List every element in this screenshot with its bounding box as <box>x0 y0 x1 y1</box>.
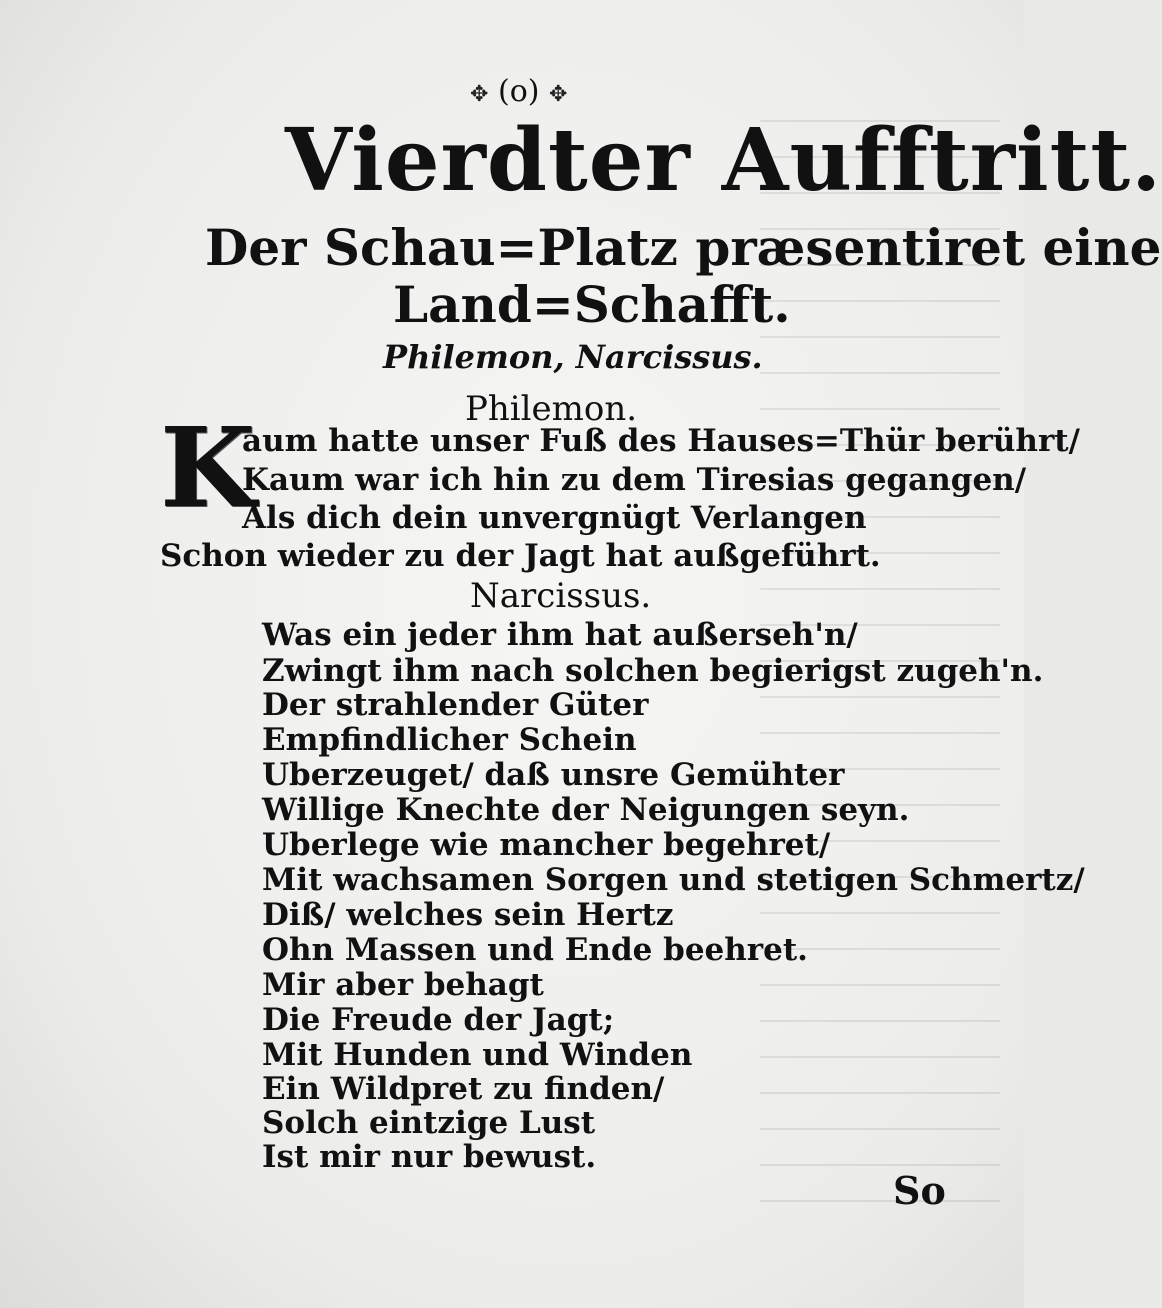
act-title: Vierdter Aufftritt. <box>285 110 1162 211</box>
scene-description-line1: Der Schau=Platz præsentiret eine <box>205 218 1162 277</box>
verse-line: aum hatte unser Fuß des Hauses=Thür berührt/ <box>242 423 1080 459</box>
speaker-philemon: Philemon. <box>465 389 638 429</box>
verse-line: Kaum war ich hin zu dem Tiresias gegangen/ <box>242 462 1027 498</box>
verse-line: Ohn Massen und Ende beehret. <box>262 932 808 968</box>
ornament-left-icon: ✥ <box>470 82 489 107</box>
dramatis-personae: Philemon, Narcissus. <box>383 338 763 376</box>
speaker-narcissus: Narcissus. <box>470 576 652 616</box>
verse-line: Mit Hunden und Winden <box>262 1037 693 1073</box>
verse-line: Uberlege wie mancher begehret/ <box>262 827 831 863</box>
verse-line: Uberzeuget/ daß unsre Gemühter <box>262 757 845 793</box>
page-header <box>470 74 567 109</box>
catchword: So <box>893 1168 946 1213</box>
verse-line: Schon wieder zu der Jagt hat außgeführt. <box>160 538 881 574</box>
verse-line: Mit wachsamen Sorgen und stetigen Schmertz/ <box>262 862 1085 898</box>
verse-line: Mir aber behagt <box>262 967 544 1003</box>
verse-line: Diß/ welches sein Hertz <box>262 897 674 933</box>
verse-line: Die Freude der Jagt; <box>262 1002 615 1038</box>
verse-line: Ist mir nur bewust. <box>262 1139 597 1175</box>
verse-line: Willige Knechte der Neigungen seyn. <box>262 792 910 828</box>
verse-line: Zwingt ihm nach solchen begierigst zugeh'n. <box>262 653 1044 689</box>
verse-line: Der strahlender Güter <box>262 687 649 723</box>
verse-line: Empfindlicher Schein <box>262 722 637 758</box>
verse-line: Was ein jeder ihm hat außerseh'n/ <box>262 617 858 653</box>
scene-description-line2: Land=Schafft. <box>393 275 791 334</box>
verse-line: Als dich dein unvergnügt Verlangen <box>242 500 867 536</box>
verse-line: Ein Wildpret zu finden/ <box>262 1071 665 1107</box>
drop-cap: K <box>160 403 256 532</box>
verse-line: Solch eintzige Lust <box>262 1105 596 1141</box>
ornament-right-icon: ✥ <box>549 82 568 107</box>
page-number: (o) <box>497 74 540 109</box>
